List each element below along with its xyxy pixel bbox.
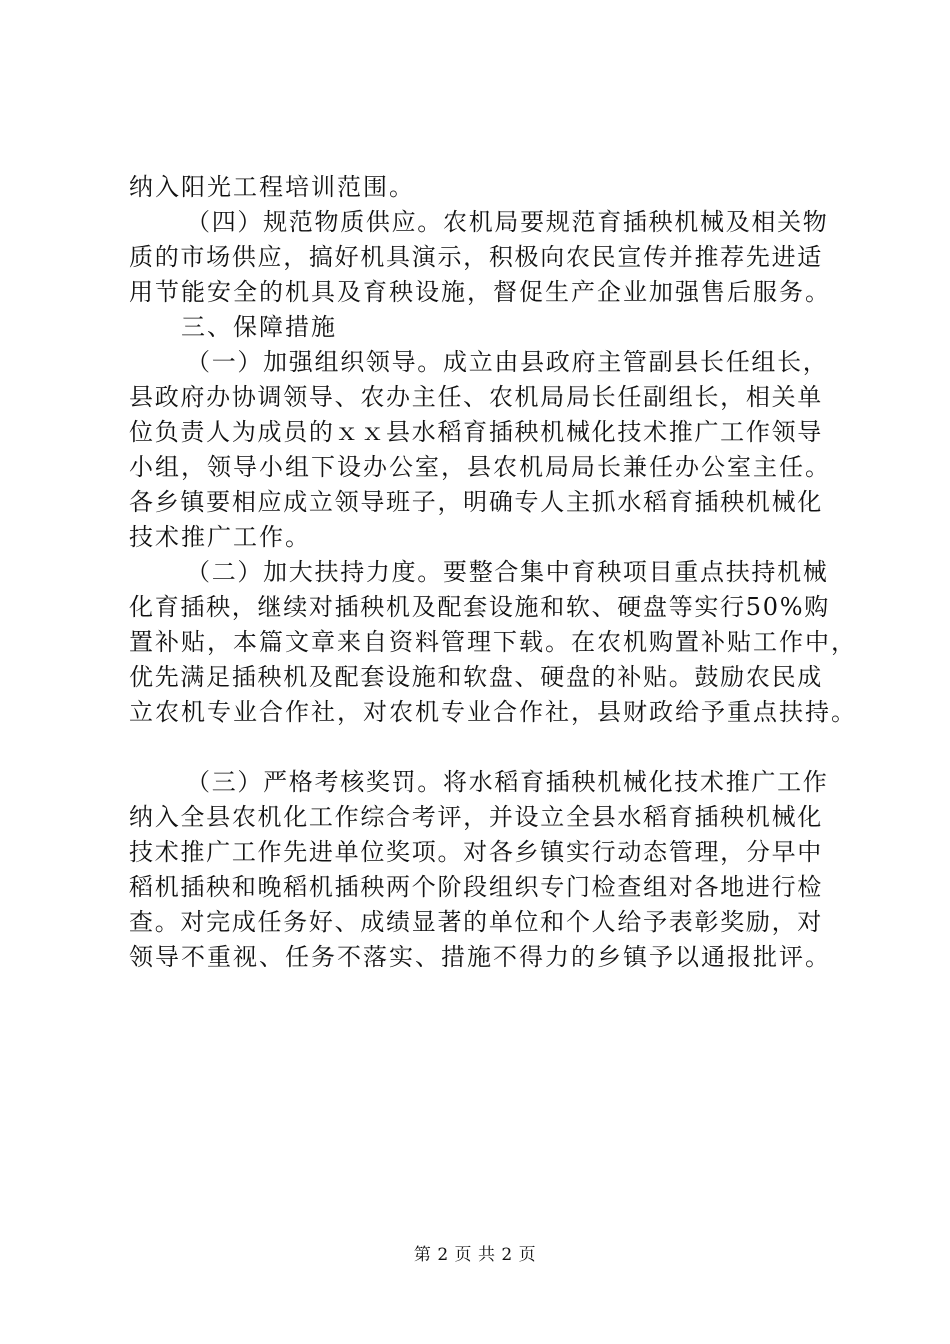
body-line: 纳入全县农机化工作综合考评，并设立全县水稻育插秧机械化 — [129, 803, 823, 831]
body-line: 位负责人为成员的ｘｘ县水稻育插秧机械化技术推广工作领导 — [129, 418, 823, 446]
body-line: 用节能安全的机具及育秧设施，督促生产企业加强售后服务。 — [129, 278, 831, 306]
body-line: 技术推广工作先进单位奖项。对各乡镇实行动态管理，分早中 — [129, 838, 823, 866]
body-line: 各乡镇要相应成立领导班子，明确专人主抓水稻育插秧机械化 — [129, 488, 823, 516]
paragraph-4-line: （四）规范物质供应。农机局要规范育插秧机械及相关物 — [186, 208, 829, 236]
paragraph-2-line: （二）加大扶持力度。要整合集中育秧项目重点扶持机械 — [186, 558, 829, 586]
section-heading: 三、保障措施 — [181, 313, 337, 341]
body-line: 质的市场供应，搞好机具演示，积极向农民宣传并推荐先进适 — [129, 243, 823, 271]
page-number-footer: 第 2 页 共 2 页 — [413, 1245, 537, 1265]
body-line: 技术推广工作。 — [129, 523, 311, 551]
paragraph-1-line: （一）加强组织领导。成立由县政府主管副县长任组长， — [186, 348, 829, 376]
body-line: 查。对完成任务好、成绩显著的单位和个人给予表彰奖励，对 — [129, 908, 823, 936]
body-line: 领导不重视、任务不落实、措施不得力的乡镇予以通报批评。 — [129, 943, 831, 971]
body-line: 稻机插秧和晚稻机插秧两个阶段组织专门检查组对各地进行检 — [129, 873, 823, 901]
body-line: 县政府办协调领导、农办主任、农机局局长任副组长，相关单 — [129, 383, 823, 411]
body-line: 优先满足插秧机及配套设施和软盘、硬盘的补贴。鼓励农民成 — [129, 663, 823, 691]
paragraph-3-line: （三）严格考核奖罚。将水稻育插秧机械化技术推广工作 — [186, 768, 829, 796]
body-line: 纳入阳光工程培训范围。 — [129, 173, 415, 201]
body-line: 小组，领导小组下设办公室，县农机局局长兼任办公室主任。 — [129, 453, 831, 481]
body-line: 置补贴，本篇文章来自资料管理下载。在农机购置补贴工作中， — [129, 628, 857, 656]
body-line: 立农机专业合作社，对农机专业合作社，县财政给予重点扶持。 — [129, 698, 857, 726]
body-line: 化育插秧，继续对插秧机及配套设施和软、硬盘等实行50%购 — [129, 593, 830, 621]
